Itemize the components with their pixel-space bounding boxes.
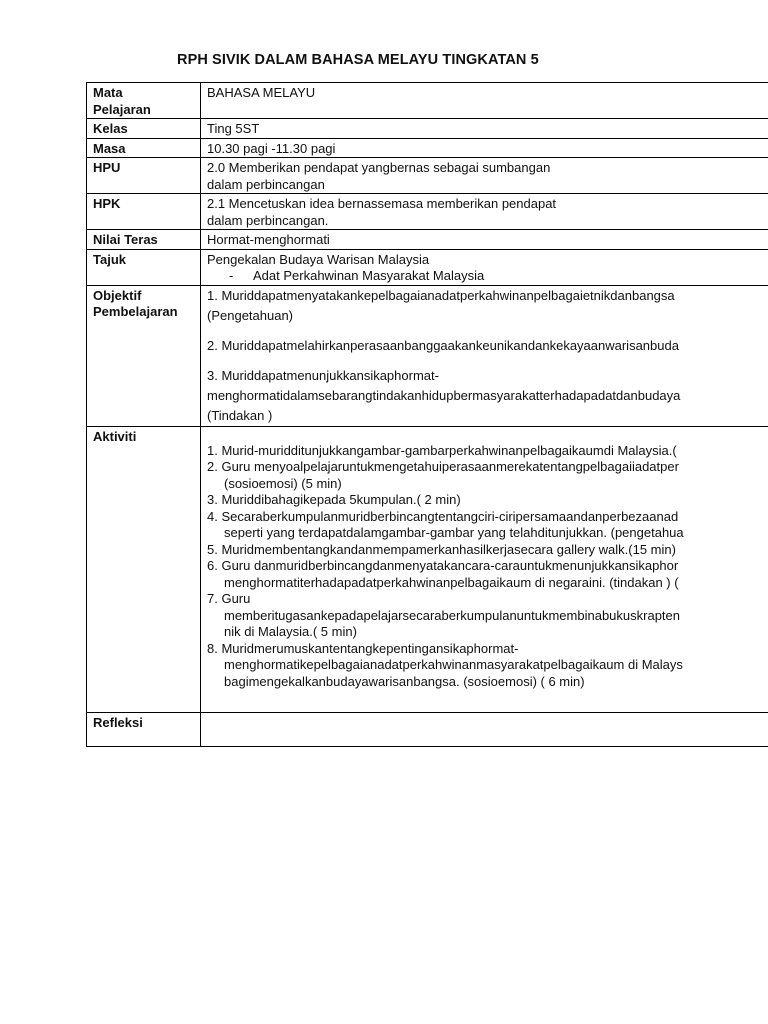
activity-item bbox=[207, 459, 768, 492]
activity-4-cont: seperti yang terdapatdalamgambar-gambar yang telahditunjukkan. (pengetahua bbox=[224, 525, 684, 540]
label-line: Pelajaran bbox=[93, 101, 151, 117]
row-refleksi bbox=[87, 713, 768, 747]
activity-list bbox=[207, 443, 768, 691]
label-hpu: HPU bbox=[87, 158, 201, 194]
row-tajuk bbox=[87, 249, 768, 285]
row-mata-pelajaran bbox=[87, 83, 768, 119]
activity-item bbox=[207, 443, 768, 460]
activity-item bbox=[207, 591, 768, 641]
value-masa: 10.30 pagi -11.30 pagi bbox=[201, 138, 768, 158]
activity-2-line: 2. Guru menyoalpelajaruntukmengetahuiperasaanmerekatentangpelbagaiiadatper bbox=[207, 459, 679, 474]
activity-8-cont: menghormatikepelbagaianadatperkahwinanmasyarakatpelbagaikaum di Malays bbox=[224, 657, 683, 672]
activity-item bbox=[207, 641, 768, 691]
row-hpu bbox=[87, 158, 768, 194]
activity-8-line: 8. Muridmerumuskantentangkepentingansikaphormat- bbox=[207, 640, 519, 656]
activity-7-cont: memberitugasankepadapelajarsecaraberkumpulanuntukmembinabukuskrapten bbox=[224, 607, 680, 623]
objective-3-line: 3. Muriddapatmenunjukkansikaphormat- bbox=[207, 367, 439, 383]
row-masa bbox=[87, 138, 768, 158]
activity-5-line: 5. Muridmembentangkandanmempamerkanhasilkerjasecara gallery walk.(15 min) bbox=[207, 541, 676, 557]
value-hpk bbox=[201, 194, 768, 230]
objective-2-line: 2. Muriddapatmelahirkanperasaanbanggaakankeunikandankekayaanwarisanbuda bbox=[207, 337, 679, 353]
activity-4-line: 4. Secaraberkumpulanmuridberbincangtentangciri-ciripersamaandanperbezaanad bbox=[207, 508, 679, 524]
label-refleksi: Refleksi bbox=[87, 713, 201, 747]
hpu-line: 2.0 Memberikan pendapat yangbernas sebagai sumbangan bbox=[207, 160, 551, 175]
label-aktiviti: Aktiviti bbox=[87, 426, 201, 713]
label-line: Objektif bbox=[93, 287, 142, 303]
value-mata-pelajaran: BAHASA MELAYU bbox=[201, 83, 768, 119]
label-tajuk: Tajuk bbox=[87, 249, 201, 285]
label-nilai-teras: Nilai Teras bbox=[87, 230, 201, 250]
label-objektif bbox=[87, 285, 201, 426]
value-aktiviti bbox=[201, 426, 768, 713]
label-kelas: Kelas bbox=[87, 119, 201, 139]
activity-item bbox=[207, 558, 768, 591]
row-nilai-teras bbox=[87, 230, 768, 250]
objective-3-line: (Tindakan ) bbox=[207, 407, 273, 423]
activity-8-cont: bagimengekalkanbudayawarisanbangsa. (sosioemosi) ( 6 min) bbox=[224, 673, 585, 689]
activity-7-line: 7. Guru bbox=[207, 591, 251, 606]
label-line: Pembelajaran bbox=[93, 304, 178, 319]
activity-2-cont: (sosioemosi) (5 min) bbox=[224, 475, 342, 491]
objective-3-line: menghormatidalamsebarangtindakanhidupbermasyarakatterhadapadatdanbudaya bbox=[207, 387, 681, 403]
dash-bullet: - bbox=[229, 268, 234, 283]
activity-1-line: 1. Murid-muridditunjukkangambar-gambarperkahwinanpelbagaikaumdi Malaysia.( bbox=[207, 442, 677, 458]
activity-6-line: 6. Guru danmuridberbincangdanmenyatakancara-carauntukmenunjukkansikaphor bbox=[207, 558, 679, 573]
label-masa: Masa bbox=[87, 138, 201, 158]
tajuk-subitem-text: Adat Perkahwinan Masyarakat Malaysia bbox=[253, 268, 485, 283]
activity-item bbox=[207, 542, 768, 559]
value-nilai-teras: Hormat-menghormati bbox=[201, 230, 768, 250]
activity-item bbox=[207, 509, 768, 542]
activity-item bbox=[207, 492, 768, 509]
activity-6-cont: menghormatiterhadapadatperkahwinanpelbagaikaum di negaraini. (tindakan ) ( bbox=[224, 574, 679, 590]
label-mata-pelajaran bbox=[87, 83, 201, 119]
document-title: RPH SIVIK DALAM BAHASA MELAYU TINGKATAN 5 bbox=[177, 52, 539, 68]
row-objektif bbox=[87, 285, 768, 426]
value-tajuk bbox=[201, 249, 768, 285]
lesson-plan-table bbox=[86, 82, 768, 747]
value-refleksi bbox=[201, 713, 768, 747]
hpu-line: dalam perbincangan bbox=[207, 176, 325, 192]
tajuk-main: Pengekalan Budaya Warisan Malaysia bbox=[207, 251, 430, 267]
hpk-line: dalam perbincangan. bbox=[207, 212, 329, 228]
objective-1-line: (Pengetahuan) bbox=[207, 307, 294, 323]
objective-1-line: 1. Muriddapatmenyatakankepelbagaianadatperkahwinanpelbagaietnikdanbangsa bbox=[207, 287, 675, 303]
activity-7-cont: nik di Malaysia.( 5 min) bbox=[224, 624, 357, 639]
row-kelas bbox=[87, 119, 768, 139]
value-hpu bbox=[201, 158, 768, 194]
tajuk-subitem bbox=[207, 268, 768, 285]
row-hpk bbox=[87, 194, 768, 230]
label-line: Mata bbox=[93, 85, 123, 100]
label-hpk: HPK bbox=[87, 194, 201, 230]
row-aktiviti bbox=[87, 426, 768, 713]
hpk-line: 2.1 Mencetuskan idea bernassemasa memberikan pendapat bbox=[207, 196, 557, 211]
value-kelas: Ting 5ST bbox=[201, 119, 768, 139]
value-objektif bbox=[201, 285, 768, 426]
activity-3-line: 3. Muriddibahagikepada 5kumpulan.( 2 min) bbox=[207, 492, 461, 507]
